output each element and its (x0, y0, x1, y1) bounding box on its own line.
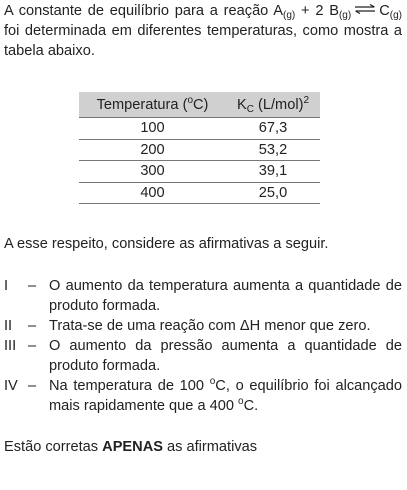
question-page (4, 0, 402, 457)
reactant-a: A (273, 3, 284, 19)
statement-item (4, 336, 402, 376)
statement-dash: – (28, 378, 37, 394)
intro-text: A constante de equilíbrio para a reação (4, 3, 274, 19)
chemical-equation (273, 3, 402, 19)
statement-text: O aumento da pressão aumenta a quantidade de produto formada. (49, 338, 402, 374)
equilibrium-arrows-icon (354, 4, 376, 14)
statement-item (4, 376, 402, 416)
statement-item (4, 276, 402, 316)
header-kc: $K_C$ $(L/mol)^2$ (237, 94, 309, 115)
statement-text: O aumento da temperatura aumenta a quantidade de produto formada. (49, 278, 402, 314)
reactant-b: + 2 B (295, 3, 339, 19)
delta-h-symbol: ΔH (239, 318, 261, 334)
table-row (79, 161, 320, 183)
table-row (79, 118, 320, 140)
statement-numeral: IV (4, 378, 18, 394)
closing-statement: Estão corretas APENAS as afirmativas (4, 439, 258, 455)
equilibrium-table (79, 92, 320, 204)
equilibrium-table-container (79, 92, 320, 204)
statement-dash: – (28, 318, 37, 334)
table-row (79, 139, 320, 161)
statement-dash: – (28, 338, 37, 354)
statement-text: Trata-se de uma reação com ΔH menor que zero. (49, 318, 371, 334)
statement-item (4, 316, 402, 336)
emphasis-apenas: APENAS (102, 439, 163, 455)
intro-paragraph (4, 0, 402, 61)
cell-temperature: 300 (79, 161, 226, 183)
statement-numeral: II (4, 318, 13, 334)
reactant-b-state: (g) (338, 10, 352, 21)
cell-kc: 67,3 (226, 118, 320, 140)
cell-temperature: 400 (79, 182, 226, 204)
statement-numeral: III (4, 338, 17, 354)
statement-list (4, 276, 402, 416)
cell-kc: 53,2 (226, 139, 320, 161)
cell-temperature: 100 (79, 118, 226, 140)
statement-dash: – (28, 278, 37, 294)
consider-statement: A esse respeito, considere as afirmativas a seguir. (4, 236, 329, 252)
product-c-state: (g) (389, 10, 402, 21)
table-row (79, 182, 320, 204)
reactant-a-state: (g) (283, 10, 296, 21)
intro-text-continued: foi determinada em diferentes temperaturas, como mostra a tabela abaixo. (4, 23, 402, 59)
cell-kc: 25,0 (226, 182, 320, 204)
cell-temperature: 200 (79, 139, 226, 161)
product-c: C (379, 3, 390, 19)
statement-text: Na temperatura de 100 $^o$C, o equilíbrio foi alcançado mais rapidamente que a 400 $^o$C. (49, 376, 402, 414)
statement-numeral: I (4, 278, 9, 294)
header-temperature: Temperatura ($^o$C) (96, 94, 209, 113)
table-header-row (79, 92, 320, 118)
cell-kc: 39,1 (226, 161, 320, 183)
